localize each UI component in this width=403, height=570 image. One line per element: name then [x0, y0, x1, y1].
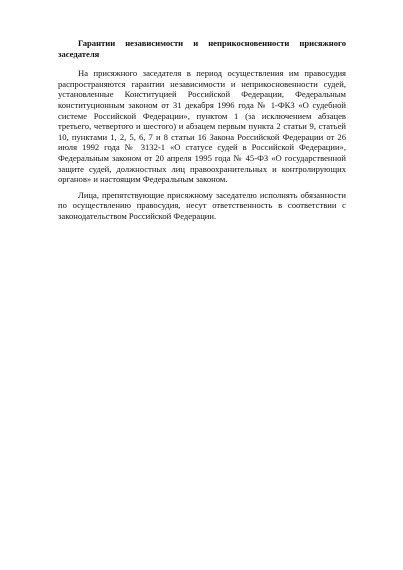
paragraph-liability: Лица, препятствующие присяжному заседателю исполнять обязанности по осуществлению правосудия, несут ответственность в соответствии с законодательством Российской Федерации.: [58, 189, 346, 221]
document-body: [58, 38, 346, 227]
paragraph-judicial-guarantees: На присяжного заседателя в период осуществления им правосудия распространяются гарантии независимости и неприкосновенности судей, установленные Конституцией Российской Федерации, Федеральным конституционным законом от 31 декабря 1996 года № 1-ФКЗ «О судебной системе Российской Федерации», пунктом 1 (за исключением абзацев третьего, четвертого и шестого) и абзацем первым пункта 2 статьи 9, статьей 10, пунктами 1, 2, 5, 6, 7 и 8 статьи 16 Закона Российской Федерации от 26 июля 1992 года № 3132-1 «О статусе судей в Российской Федерации», Федеральным законом от 20 апреля 1995 года № 45-ФЗ «О государственной защите судей, должностных лиц правоохранительных и контролирующих органов» и настоящим Федеральным законом.: [58, 68, 346, 185]
article-title: Гарантии независимости и неприкосновенности присяжного заседателя: [58, 38, 346, 59]
